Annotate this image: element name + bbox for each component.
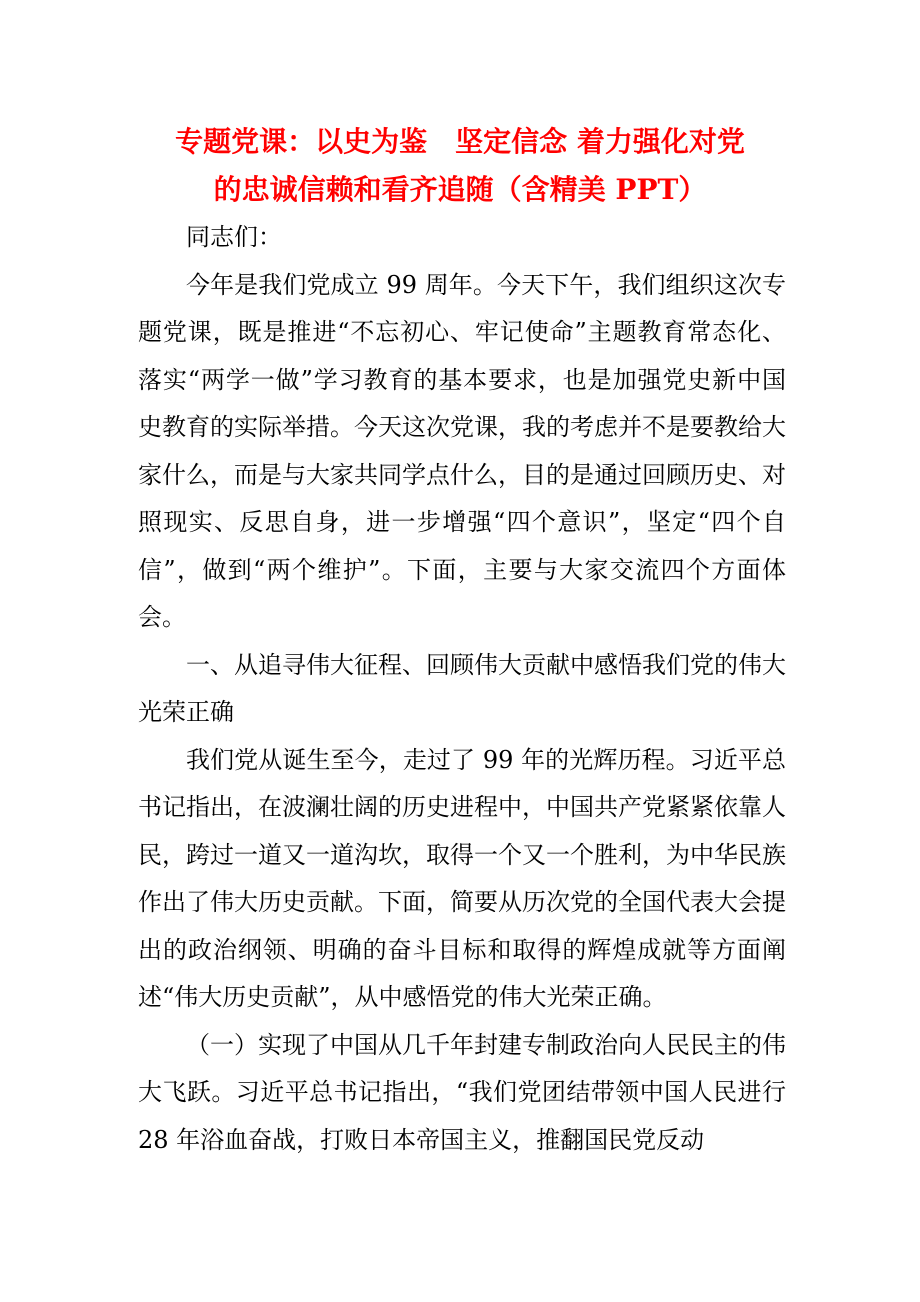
greeting: 同志们： (186, 223, 282, 251)
section-heading-1: 一、从追寻伟大征程、回顾伟大贡献中感悟我们党的伟大光荣正确 (138, 650, 786, 726)
document-title (120, 118, 800, 214)
title-line-2: 的忠诚信赖和看齐追随（含精美 PPT） (213, 173, 707, 206)
paragraph-subsection-1: （一）实现了中国从几千年封建专制政治向人民民主的伟大飞跃。习近平总书记指出，“我们党团结带领中国人民进行 28 年浴血奋战，打败日本帝国主义，推翻国民党反动 (138, 1030, 786, 1154)
title-line-1: 专题党课：以史为鉴 坚定信念 着力强化对党 (175, 125, 745, 158)
paragraph-history: 我们党从诞生至今，走过了 99 年的光辉历程。习近平总书记指出，在波澜壮阔的历史进程中，中国共产党紧紧依靠人民，跨过一道又一道沟坎，取得一个又一个胜利，为中华民族作出了伟大历史贡献。下面，简要从历次党的全国代表大会提出的政治纲领、明确的奋斗目标和取得的辉煌成就等方面阐述“伟大历史贡献”，从中感悟党的伟大光荣正确。 (138, 745, 786, 1011)
document-body (138, 214, 786, 1164)
paragraph-intro: 今年是我们党成立 99 周年。今天下午，我们组织这次专题党课，既是推进“不忘初心、牢记使命”主题教育常态化、落实“两学一做”学习教育的基本要求，也是加强党史新中国史教育的实际举措。今天这次党课，我的考虑并不是要教给大家什么，而是与大家共同学点什么，目的是通过回顾历史、对照现实、反思自身，进一步增强“四个意识”，坚定“四个自信”，做到“两个维护”。下面，主要与大家交流四个方面体会。 (138, 270, 786, 631)
